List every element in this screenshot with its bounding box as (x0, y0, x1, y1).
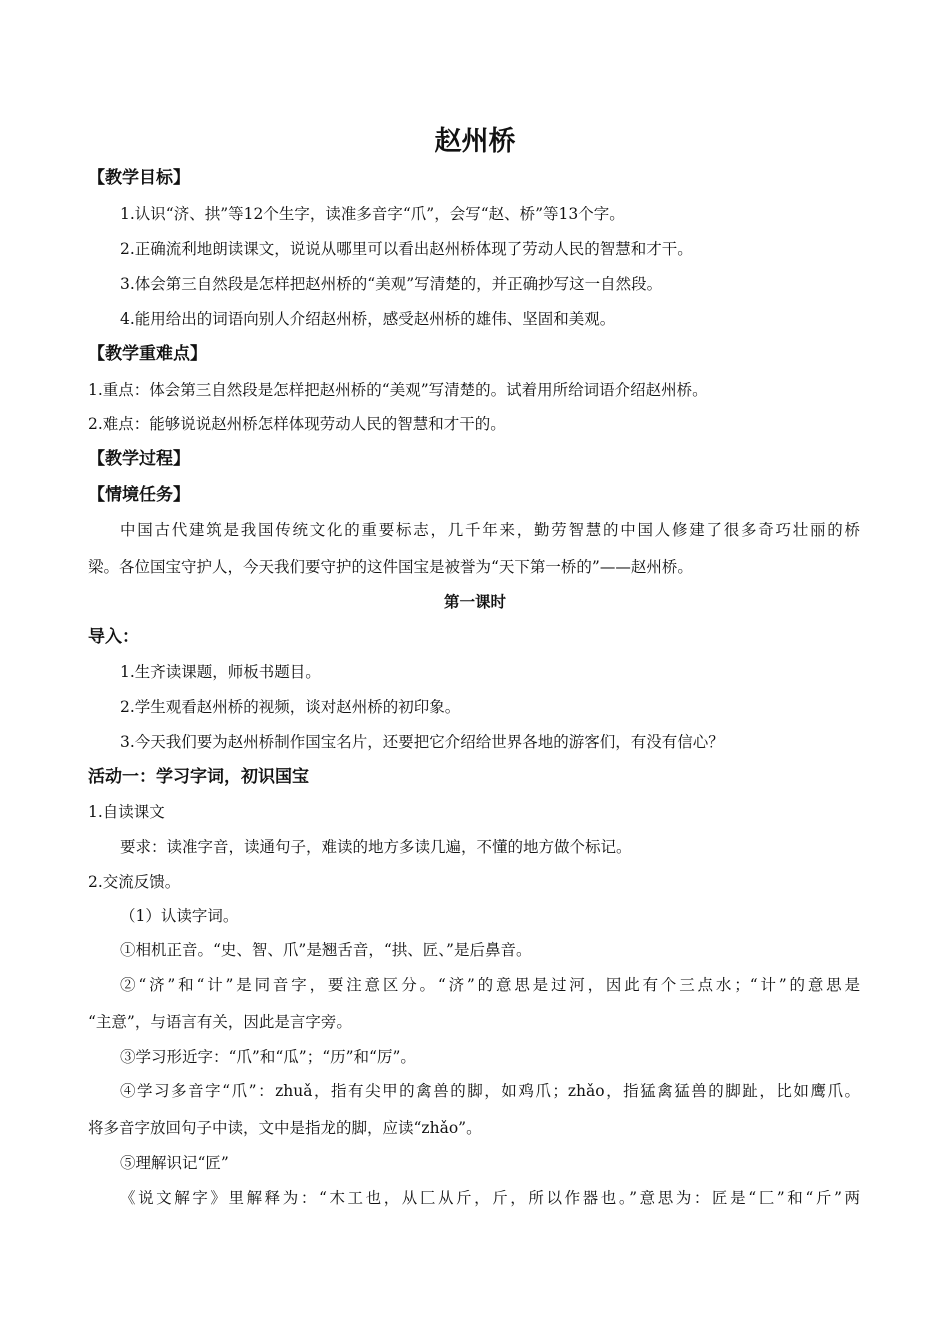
lesson-heading: 第一课时 (443, 593, 506, 611)
intro-item: 2.学生观看赵州桥的视频，谈对赵州桥的初印象。 (120, 698, 461, 716)
intro-item: 3.今天我们要为赵州桥制作国宝名片，还要把它介绍给世界各地的游客们，有没有信心？ (120, 733, 724, 751)
activity1-paragraph: ③学习形近字：“爪”和“瓜”；“历”和“厉”。 (120, 1048, 416, 1066)
objective-item: 4.能用给出的词语向别人介绍赵州桥，感受赵州桥的雄伟、坚固和美观。 (120, 310, 616, 328)
activity1-paragraph: ①相机正音。“史、智、爪”是翘舌音，“拱、匠、”是后鼻音。 (120, 941, 532, 959)
objective-item: 1.认识“济、拱”等12个生字，读准多音字“爪”，会写“赵、桥”等13个字。 (120, 205, 625, 223)
activity1-paragraph: ⑤理解识记“匠” (120, 1154, 229, 1172)
activity1-paragraph: 《说文解字》里解释为：“木工也，从匚从斤，斤，所以作器也。”意思为：匠是“匚”和“斤”两 (120, 1189, 860, 1207)
situation-line: 梁。各位国宝守护人，今天我们要守护的这件国宝是被誉为“天下第一桥的”——赵州桥。 (88, 558, 693, 576)
activity1-paragraph: “主意”，与语言有关，因此是言字旁。 (88, 1013, 352, 1031)
activity1-step: 2.交流反馈。 (88, 873, 181, 891)
situation-heading: 【情境任务】 (88, 485, 190, 505)
intro-heading: 导入： (88, 627, 139, 647)
activity1-subsection: （1）认读字词。 (120, 907, 239, 925)
activity1-paragraph: ②“济”和“计”是同音字，要注意区分。“济”的意思是过河，因此有个三点水；“计”的意思是 (120, 976, 860, 994)
process-heading: 【教学过程】 (88, 449, 190, 469)
key-points-heading: 【教学重难点】 (88, 344, 207, 364)
activity1-heading: 活动一：学习字词，初识国宝 (88, 767, 309, 787)
key-point-item: 2.难点：能够说说赵州桥怎样体现劳动人民的智慧和才干的。 (88, 415, 506, 433)
activity1-paragraph: ④学习多音字“爪”：zhuǎ，指有尖甲的禽兽的脚，如鸡爪；zhǎo，指猛禽猛兽的脚趾，比如鹰爪。 (120, 1082, 860, 1100)
objective-item: 3.体会第三自然段是怎样把赵州桥的“美观”写清楚的，并正确抄写这一自然段。 (120, 275, 663, 293)
activity1-requirement: 要求：读准字音，读通句子，难读的地方多读几遍，不懂的地方做个标记。 (120, 838, 632, 856)
activity1-paragraph: 将多音字放回句子中读，文中是指龙的脚，应读“zhǎo”。 (88, 1119, 482, 1137)
page-title: 赵州桥 (434, 126, 516, 157)
activity1-step: 1.自读课文 (88, 803, 165, 821)
intro-item: 1.生齐读课题，师板书题目。 (120, 663, 321, 681)
objective-item: 2.正确流利地朗读课文，说说从哪里可以看出赵州桥体现了劳动人民的智慧和才干。 (120, 240, 693, 258)
key-point-item: 1.重点：体会第三自然段是怎样把赵州桥的“美观”写清楚的。试着用所给词语介绍赵州桥。 (88, 381, 708, 399)
objectives-heading: 【教学目标】 (88, 168, 190, 188)
situation-line: 中国古代建筑是我国传统文化的重要标志，几千年来，勤劳智慧的中国人修建了很多奇巧壮丽的桥 (120, 521, 860, 539)
